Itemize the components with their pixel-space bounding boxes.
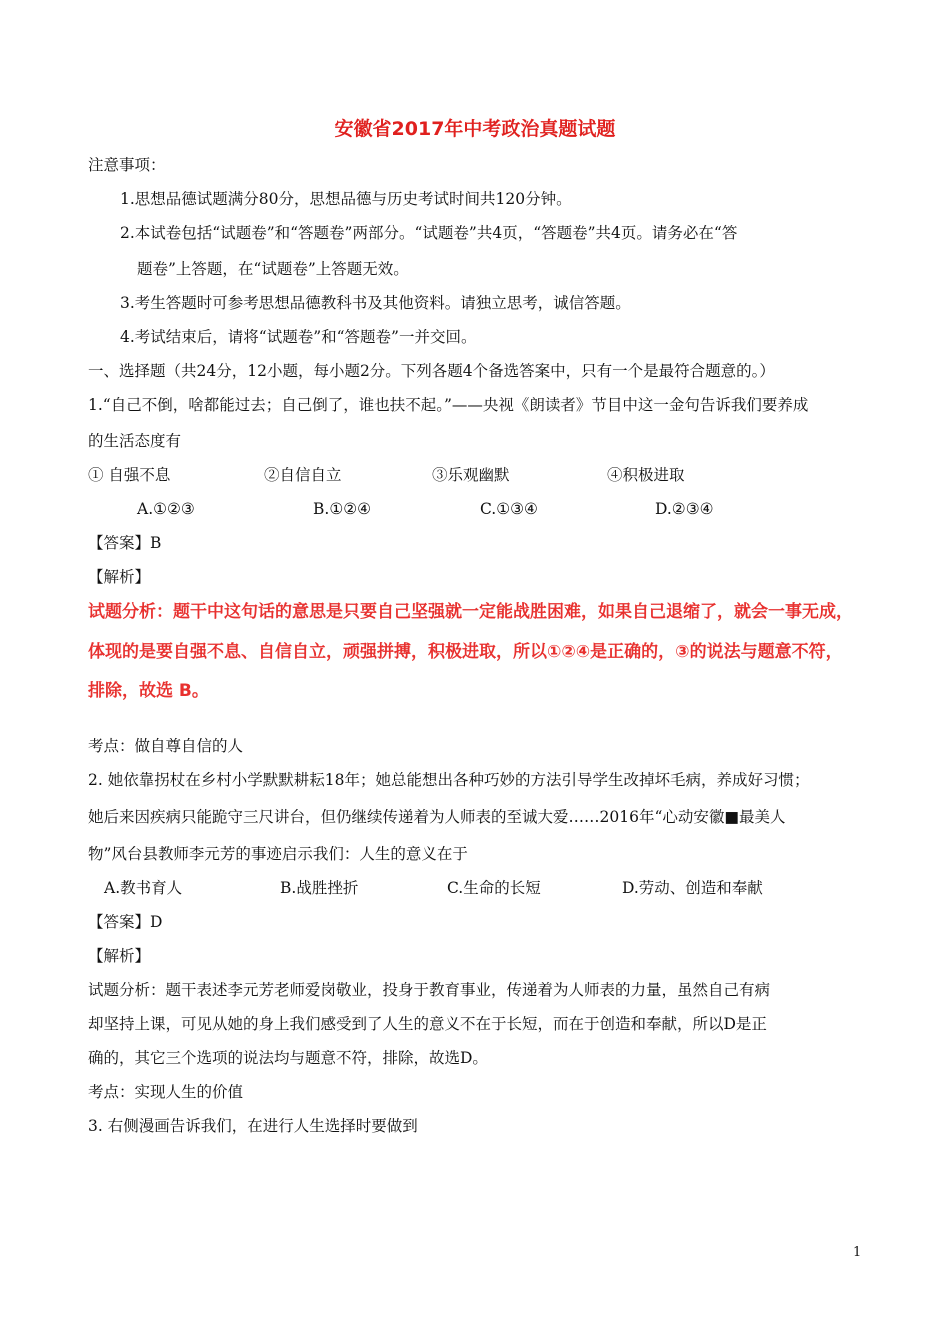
q1-stem-line-1: 1.“自己不倒，啥都能过去；自己倒了，谁也扶不起。”——央视《朗读者》节目中这一金句告诉我们要养成 [88, 396, 809, 414]
q1-answer: 【答案】B [88, 534, 162, 552]
q2-option-b: B.战胜挫折 [280, 879, 359, 897]
q2-analysis-line-3: 确的，其它三个选项的说法均与题意不符，排除，故选D。 [88, 1049, 488, 1067]
document-title: 安徽省2017年中考政治真题试题 [334, 118, 616, 140]
page-number: 1 [853, 1245, 862, 1260]
notice-item-3: 3.考生答题时可参考思想品德教科书及其他资料。请独立思考，诚信答题。 [120, 294, 631, 312]
q1-option-b: B.①②④ [313, 500, 372, 518]
q1-analysis-line-3: 排除，故选 B。 [88, 681, 209, 701]
q2-stem-line-1: 2. 她依靠拐杖在乡村小学默默耕耘18年；她总能想出各种巧妙的方法引导学生改掉坏毛病，养成好习惯； [88, 771, 810, 789]
q1-knowledge-point: 考点：做自尊自信的人 [88, 737, 244, 755]
q1-item-4: ④积极进取 [607, 466, 685, 484]
q3-stem: 3. 右侧漫画告诉我们，在进行人生选择时要做到 [88, 1117, 418, 1135]
q1-option-c: C.①③④ [480, 500, 538, 518]
q2-analysis-label: 【解析】 [88, 947, 151, 965]
q1-item-1: ① 自强不息 [88, 466, 171, 484]
q1-stem-line-2: 的生活态度有 [88, 432, 182, 450]
q1-analysis-label: 【解析】 [88, 568, 151, 586]
q2-knowledge-point: 考点：实现人生的价值 [88, 1083, 244, 1101]
q2-option-d: D.劳动、创造和奉献 [622, 879, 763, 897]
q2-stem-line-3: 物”风台县教师李元芳的事迹启示我们：人生的意义在于 [88, 845, 468, 863]
q2-answer: 【答案】D [88, 913, 163, 931]
q2-option-c: C.生命的长短 [447, 879, 541, 897]
notice-item-4: 4.考试结束后，请将“试题卷”和“答题卷”一并交回。 [120, 328, 477, 346]
q1-analysis-line-2: 体现的是要自强不息、自信自立，顽强拼搏，积极进取，所以①②④是正确的，③的说法与题意不符， [88, 642, 843, 662]
notice-item-2: 2.本试卷包括“试题卷”和“答题卷”两部分。“试题卷”共4页，“答题卷”共4页。请务必在“答 [120, 224, 738, 242]
q2-stem-line-2: 她后来因疾病只能跪守三尺讲台，但仍继续传递着为人师表的至诚大爱……2016年“心动安徽■最美人 [88, 808, 786, 826]
q1-option-d: D.②③④ [655, 500, 714, 518]
q1-option-a: A.①②③ [137, 500, 195, 518]
q1-item-2: ②自信自立 [264, 466, 342, 484]
q1-item-3: ③乐观幽默 [432, 466, 510, 484]
section-heading: 一、选择题（共24分，12小题，每小题2分。下列各题4个备选答案中，只有一个是最符合题意的。） [88, 362, 775, 380]
notice-item-2-cont: 题卷”上答题，在“试题卷”上答题无效。 [137, 260, 409, 278]
q2-analysis-line-2: 却坚持上课，可见从她的身上我们感受到了人生的意义不在于长短，而在于创造和奉献，所以D是正 [88, 1015, 767, 1033]
q2-option-a: A.教书育人 [104, 879, 183, 897]
q1-analysis-line-1: 试题分析：题干中这句话的意思是只要自己坚强就一定能战胜困难，如果自己退缩了，就会一事无成， [88, 602, 853, 622]
notice-heading: 注意事项： [88, 156, 166, 174]
q2-analysis-line-1: 试题分析：题干表述李元芳老师爱岗敬业，投身于教育事业，传递着为人师表的力量，虽然自己有病 [88, 981, 771, 999]
notice-item-1: 1.思想品德试题满分80分，思想品德与历史考试时间共120分钟。 [120, 190, 572, 208]
